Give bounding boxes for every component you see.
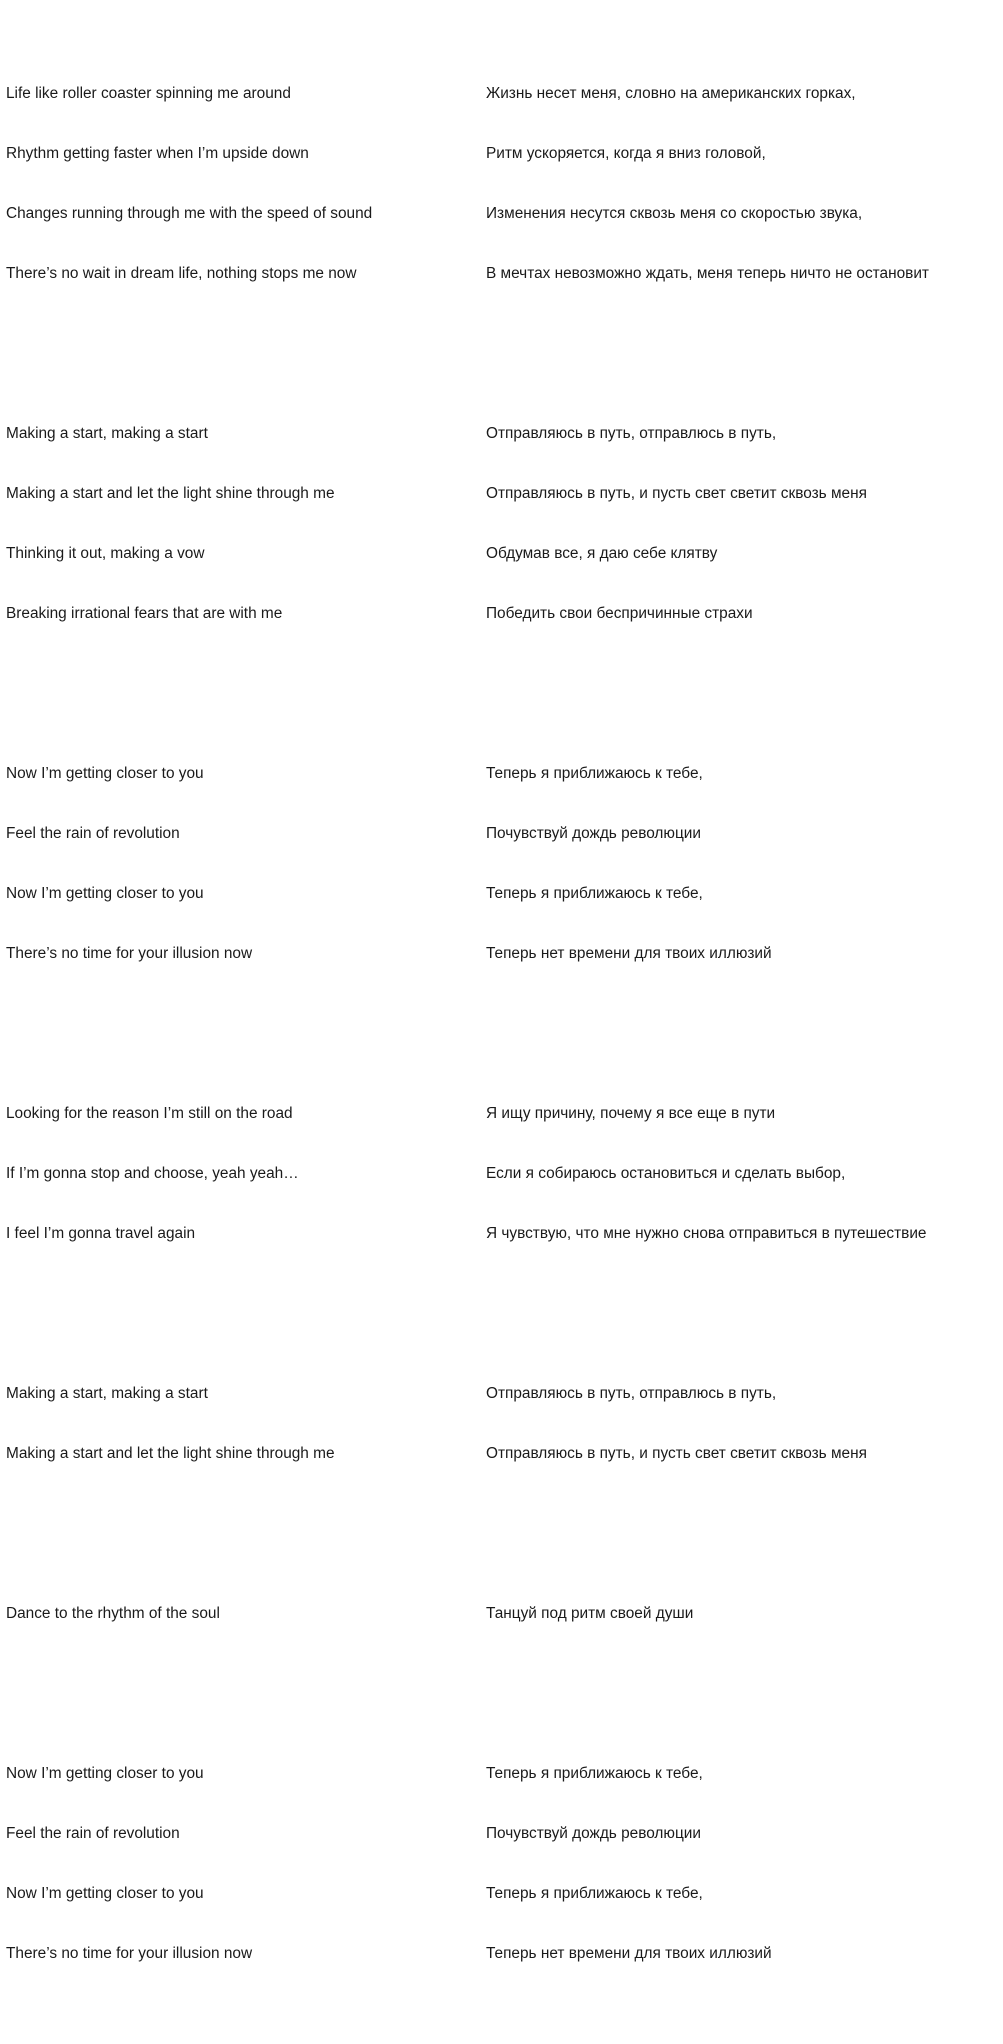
stanza: [486, 1564, 929, 1664]
stanza: [6, 1344, 372, 1504]
stanza: [6, 384, 372, 664]
lyric-line: Почувствуй дождь революции: [486, 1825, 701, 1842]
lyric-line: Feel the rain of revolution: [6, 825, 180, 842]
lyric-line: Почувствуй дождь революции: [486, 825, 701, 842]
lyric-line: Now I’m getting closer to you: [6, 885, 204, 902]
lyric-line: Я ищу причину, почему я все еще в пути: [486, 1105, 776, 1122]
lyric-line: Making a start and let the light shine through me: [6, 485, 335, 502]
lyric-line: If I’m gonna stop and choose, yeah yeah…: [6, 1165, 299, 1182]
lyric-line: Танцуй под ритм своей души: [486, 1605, 694, 1622]
lyric-line: Making a start, making a start: [6, 425, 208, 442]
lyric-line: Теперь я приближаюсь к тебе,: [486, 885, 703, 902]
lyric-line: Теперь я приближаюсь к тебе,: [486, 1765, 703, 1782]
lyric-line: Dance to the rhythm of the soul: [6, 1605, 220, 1622]
lyric-line: В мечтах невозможно ждать, меня теперь ничто не остановит: [486, 265, 929, 282]
stanza: [486, 1724, 929, 2004]
lyric-line: Thinking it out, making a vow: [6, 545, 205, 562]
lyric-line: Changes running through me with the speed of sound: [6, 205, 373, 222]
lyric-line: Изменения несутся сквозь меня со скоростью звука,: [486, 205, 863, 222]
lyric-line: There’s no wait in dream life, nothing stops me now: [6, 265, 357, 282]
stanza: [6, 44, 372, 324]
stanza: [6, 1724, 372, 2004]
lyric-line: Now I’m getting closer to you: [6, 765, 204, 782]
lyric-line: Теперь я приближаюсь к тебе,: [486, 765, 703, 782]
lyric-line: Now I’m getting closer to you: [6, 1765, 204, 1782]
lyric-line: Жизнь несет меня, словно на американских горках,: [486, 85, 856, 102]
lyric-line: Breaking irrational fears that are with me: [6, 605, 283, 622]
lyric-line: Я чувствую, что мне нужно снова отправиться в путешествие: [486, 1225, 927, 1242]
lyric-line: I feel I’m gonna travel again: [6, 1225, 196, 1242]
stanza: [486, 44, 929, 324]
lyric-line: Обдумав все, я даю себе клятву: [486, 545, 718, 562]
lyric-line: Отправляюсь в путь, и пусть свет светит сквозь меня: [486, 485, 867, 502]
lyric-line: Making a start, making a start: [6, 1385, 208, 1402]
lyric-line: Отправляюсь в путь, отправлюсь в путь,: [486, 425, 777, 442]
stanza: [6, 1564, 372, 1664]
lyric-line: Life like roller coaster spinning me around: [6, 85, 291, 102]
russian-lyrics-column: [486, 4, 929, 2044]
stanza: [486, 384, 929, 664]
lyric-line: Отправляюсь в путь, отправлюсь в путь,: [486, 1385, 777, 1402]
lyric-line: Rhythm getting faster when I’m upside down: [6, 145, 309, 162]
lyric-line: Теперь нет времени для твоих иллюзий: [486, 1945, 772, 1962]
lyric-line: Отправляюсь в путь, и пусть свет светит сквозь меня: [486, 1445, 867, 1462]
lyric-line: Ритм ускоряется, когда я вниз головой,: [486, 145, 766, 162]
lyric-line: Feel the rain of revolution: [6, 1825, 180, 1842]
lyric-line: Making a start and let the light shine through me: [6, 1445, 335, 1462]
lyric-line: Looking for the reason I’m still on the road: [6, 1105, 293, 1122]
lyric-line: Если я собираюсь остановиться и сделать выбор,: [486, 1165, 846, 1182]
lyric-line: Теперь нет времени для твоих иллюзий: [486, 945, 772, 962]
english-lyrics-column: [6, 4, 372, 2044]
stanza: [486, 1064, 929, 1284]
lyric-line: Теперь я приближаюсь к тебе,: [486, 1885, 703, 1902]
lyric-line: Now I’m getting closer to you: [6, 1885, 204, 1902]
stanza: [6, 1064, 372, 1284]
lyric-line: There’s no time for your illusion now: [6, 1945, 253, 1962]
lyric-line: Победить свои беспричинные страхи: [486, 605, 753, 622]
stanza: [486, 1344, 929, 1504]
lyric-line: There’s no time for your illusion now: [6, 945, 253, 962]
stanza: [6, 724, 372, 1004]
stanza: [486, 724, 929, 1004]
